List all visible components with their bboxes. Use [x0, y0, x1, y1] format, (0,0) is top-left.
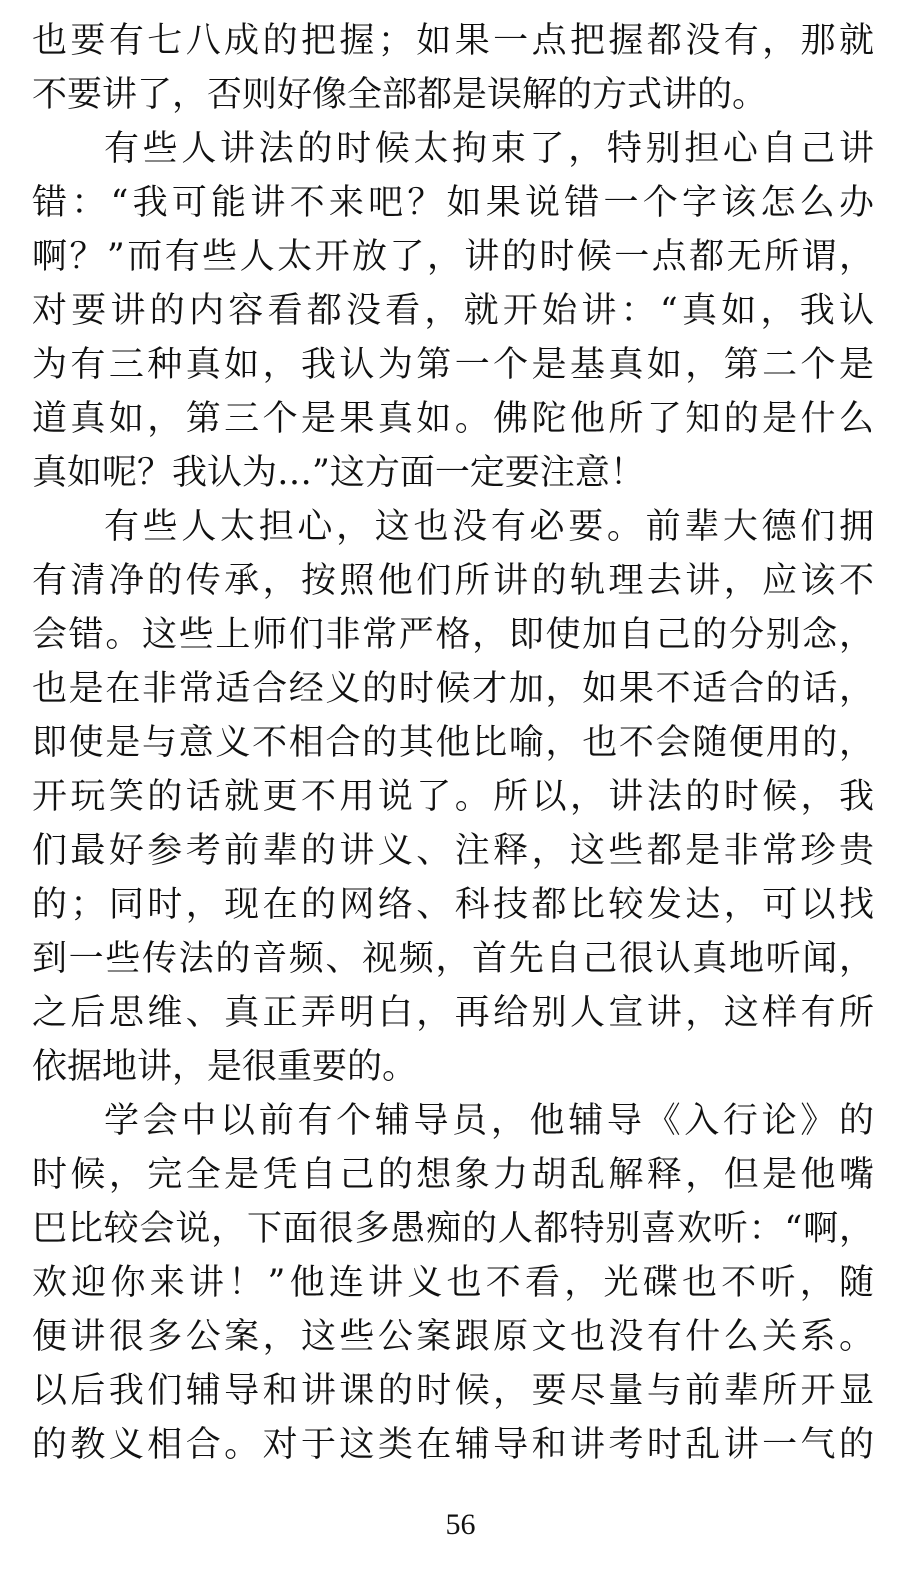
- text-line: 不要讲了，否则好像全部都是误解的方式讲的。: [32, 75, 768, 115]
- page-body: [32, 14, 874, 1472]
- text-line: 会错。这些上师们非常严格，即使加自己的分别念，: [32, 615, 874, 655]
- text-line: 欢迎你来讲！”他连讲义也不看，光碟也不听，随: [32, 1263, 874, 1303]
- text-line: 依据地讲，是很重要的。: [32, 1047, 418, 1087]
- text-line: 有些人太担心，这也没有必要。前辈大德们拥: [104, 507, 874, 547]
- text-line: 即使是与意义不相合的其他比喻，也不会随便用的，: [32, 723, 874, 763]
- text-line: 也是在非常适合经义的时候才加，如果不适合的话，: [32, 669, 874, 709]
- text-line: 有些人讲法的时候太拘束了，特别担心自己讲: [104, 129, 874, 169]
- text-line: 对要讲的内容看都没看，就开始讲：“真如，我认: [32, 291, 874, 331]
- text-line: 的；同时，现在的网络、科技都比较发达，可以找: [32, 885, 874, 925]
- text-line: 以后我们辅导和讲课的时候，要尽量与前辈所开显: [32, 1371, 874, 1411]
- text-line: 们最好参考前辈的讲义、注释，这些都是非常珍贵: [32, 831, 874, 871]
- text-line: 时候，完全是凭自己的想象力胡乱解释，但是他嘴: [32, 1155, 874, 1195]
- text-line: 啊？”而有些人太开放了，讲的时候一点都无所谓，: [32, 237, 874, 277]
- text-line: 到一些传法的音频、视频，首先自己很认真地听闻，: [32, 939, 874, 979]
- text-line: 的教义相合。对于这类在辅导和讲考时乱讲一气的: [32, 1425, 874, 1465]
- text-line: 为有三种真如，我认为第一个是基真如，第二个是: [32, 345, 874, 385]
- text-line: 开玩笑的话就更不用说了。所以，讲法的时候，我: [32, 777, 874, 817]
- text-line: 也要有七八成的把握；如果一点把握都没有，那就: [32, 21, 874, 61]
- text-line: 错：“我可能讲不来吧？如果说错一个字该怎么办: [32, 183, 874, 223]
- text-line: 有清净的传承，按照他们所讲的轨理去讲，应该不: [32, 561, 874, 601]
- text-line: 巴比较会说，下面很多愚痴的人都特别喜欢听：“啊，: [32, 1209, 874, 1249]
- text-line: 之后思维、真正弄明白，再给别人宣讲，这样有所: [32, 993, 874, 1033]
- text-line: 便讲很多公案，这些公案跟原文也没有什么关系。: [32, 1317, 874, 1357]
- text-line: 真如呢？我认为…”这方面一定要注意！: [32, 453, 645, 493]
- page-number: 56: [445, 1508, 476, 1541]
- text-line: 道真如，第三个是果真如。佛陀他所了知的是什么: [32, 399, 874, 439]
- text-line: 学会中以前有个辅导员，他辅导《入行论》的: [104, 1101, 874, 1141]
